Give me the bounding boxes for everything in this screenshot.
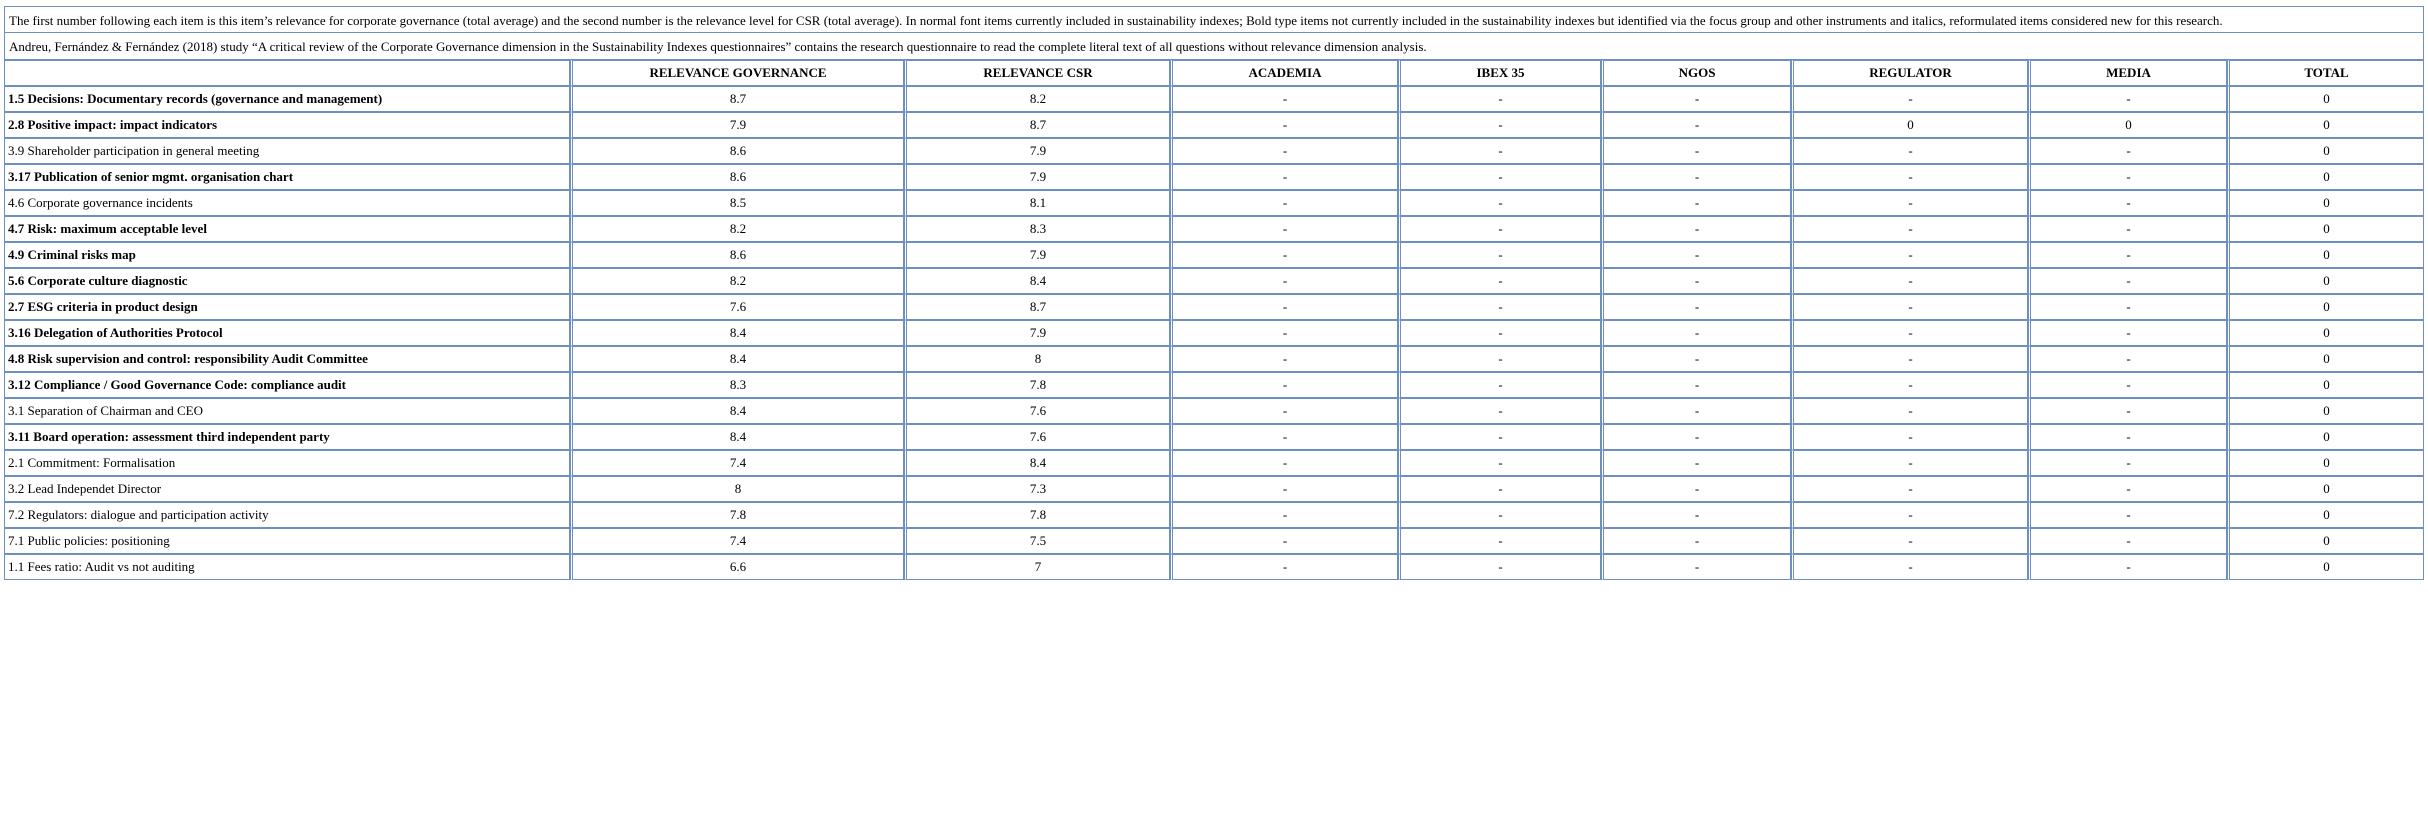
cell-relevance-governance: 8.4 — [570, 424, 904, 450]
cell-relevance-csr: 7.9 — [904, 138, 1170, 164]
table-row — [4, 554, 2424, 580]
cell-media: - — [2028, 242, 2227, 268]
cell-relevance-csr: 7.6 — [904, 398, 1170, 424]
cell-relevance-csr: 7.8 — [904, 502, 1170, 528]
cell-academia: - — [1170, 242, 1398, 268]
table-row — [4, 164, 2424, 190]
cell-ibex35: - — [1398, 502, 1601, 528]
cell-ngos: - — [1601, 86, 1791, 112]
cell-academia: - — [1170, 190, 1398, 216]
cell-item: 2.1 Commitment: Formalisation — [4, 450, 570, 476]
cell-relevance-governance: 8.4 — [570, 320, 904, 346]
cell-regulator: 0 — [1791, 112, 2028, 138]
cell-total: 0 — [2227, 424, 2424, 450]
cell-ibex35: - — [1398, 528, 1601, 554]
cell-relevance-csr: 7.8 — [904, 372, 1170, 398]
cell-ngos: - — [1601, 450, 1791, 476]
header-ibex35: IBEX 35 — [1398, 60, 1601, 86]
cell-ngos: - — [1601, 398, 1791, 424]
cell-relevance-governance: 8.4 — [570, 398, 904, 424]
cell-academia: - — [1170, 294, 1398, 320]
cell-ngos: - — [1601, 138, 1791, 164]
cell-media: - — [2028, 138, 2227, 164]
cell-regulator: - — [1791, 424, 2028, 450]
cell-ngos: - — [1601, 502, 1791, 528]
cell-ibex35: - — [1398, 554, 1601, 580]
header-relevance-governance: RELEVANCE GOVERNANCE — [570, 60, 904, 86]
cell-regulator: - — [1791, 372, 2028, 398]
table-row — [4, 424, 2424, 450]
cell-total: 0 — [2227, 372, 2424, 398]
cell-total: 0 — [2227, 502, 2424, 528]
cell-relevance-csr: 8.7 — [904, 294, 1170, 320]
cell-relevance-governance: 8.2 — [570, 268, 904, 294]
cell-media: - — [2028, 554, 2227, 580]
cell-ibex35: - — [1398, 320, 1601, 346]
table-row — [4, 528, 2424, 554]
cell-ngos: - — [1601, 320, 1791, 346]
cell-media: - — [2028, 164, 2227, 190]
cell-relevance-governance: 8.6 — [570, 242, 904, 268]
cell-media: - — [2028, 372, 2227, 398]
cell-ngos: - — [1601, 528, 1791, 554]
header-relevance-csr: RELEVANCE CSR — [904, 60, 1170, 86]
header-item — [4, 60, 570, 86]
cell-media: - — [2028, 294, 2227, 320]
cell-relevance-governance: 8.6 — [570, 138, 904, 164]
cell-regulator: - — [1791, 320, 2028, 346]
table-row — [4, 190, 2424, 216]
cell-academia: - — [1170, 112, 1398, 138]
cell-ibex35: - — [1398, 476, 1601, 502]
cell-ibex35: - — [1398, 372, 1601, 398]
cell-media: - — [2028, 268, 2227, 294]
cell-ngos: - — [1601, 554, 1791, 580]
cell-total: 0 — [2227, 450, 2424, 476]
cell-relevance-governance: 7.9 — [570, 112, 904, 138]
cell-item: 2.8 Positive impact: impact indicators — [4, 112, 570, 138]
cell-academia: - — [1170, 216, 1398, 242]
cell-relevance-csr: 7.6 — [904, 424, 1170, 450]
cell-academia: - — [1170, 554, 1398, 580]
cell-relevance-governance: 8.2 — [570, 216, 904, 242]
cell-regulator: - — [1791, 502, 2028, 528]
cell-relevance-csr: 7.9 — [904, 164, 1170, 190]
cell-media: - — [2028, 528, 2227, 554]
relevance-table — [4, 60, 2424, 580]
cell-item: 3.17 Publication of senior mgmt. organisation chart — [4, 164, 570, 190]
cell-ngos: - — [1601, 346, 1791, 372]
cell-ngos: - — [1601, 190, 1791, 216]
cell-media: - — [2028, 190, 2227, 216]
cell-relevance-csr: 8.4 — [904, 450, 1170, 476]
cell-relevance-governance: 8.3 — [570, 372, 904, 398]
table-row — [4, 294, 2424, 320]
cell-relevance-governance: 7.4 — [570, 450, 904, 476]
cell-regulator: - — [1791, 554, 2028, 580]
cell-academia: - — [1170, 476, 1398, 502]
cell-total: 0 — [2227, 268, 2424, 294]
cell-regulator: - — [1791, 450, 2028, 476]
cell-relevance-csr: 7.9 — [904, 242, 1170, 268]
cell-item: 7.2 Regulators: dialogue and participation activity — [4, 502, 570, 528]
table-row — [4, 346, 2424, 372]
cell-regulator: - — [1791, 346, 2028, 372]
cell-item: 3.2 Lead Independet Director — [4, 476, 570, 502]
cell-relevance-csr: 8.7 — [904, 112, 1170, 138]
cell-relevance-governance: 7.8 — [570, 502, 904, 528]
cell-total: 0 — [2227, 242, 2424, 268]
cell-academia: - — [1170, 268, 1398, 294]
cell-academia: - — [1170, 372, 1398, 398]
cell-ngos: - — [1601, 476, 1791, 502]
cell-item: 4.6 Corporate governance incidents — [4, 190, 570, 216]
header-total: TOTAL — [2227, 60, 2424, 86]
cell-item: 1.1 Fees ratio: Audit vs not auditing — [4, 554, 570, 580]
cell-media: - — [2028, 398, 2227, 424]
header-ngos: NGOS — [1601, 60, 1791, 86]
cell-item: 4.7 Risk: maximum acceptable level — [4, 216, 570, 242]
cell-ngos: - — [1601, 372, 1791, 398]
cell-total: 0 — [2227, 138, 2424, 164]
cell-relevance-csr: 8.1 — [904, 190, 1170, 216]
cell-media: - — [2028, 424, 2227, 450]
table-row — [4, 268, 2424, 294]
cell-ibex35: - — [1398, 450, 1601, 476]
cell-total: 0 — [2227, 86, 2424, 112]
cell-academia: - — [1170, 320, 1398, 346]
cell-ngos: - — [1601, 216, 1791, 242]
cell-item: 3.9 Shareholder participation in general meeting — [4, 138, 570, 164]
cell-regulator: - — [1791, 86, 2028, 112]
cell-ibex35: - — [1398, 86, 1601, 112]
cell-relevance-csr: 7.3 — [904, 476, 1170, 502]
cell-ibex35: - — [1398, 164, 1601, 190]
cell-academia: - — [1170, 528, 1398, 554]
cell-media: - — [2028, 320, 2227, 346]
cell-item: 4.9 Criminal risks map — [4, 242, 570, 268]
cell-ibex35: - — [1398, 138, 1601, 164]
cell-total: 0 — [2227, 528, 2424, 554]
cell-academia: - — [1170, 398, 1398, 424]
cell-ibex35: - — [1398, 424, 1601, 450]
cell-item: 3.1 Separation of Chairman and CEO — [4, 398, 570, 424]
cell-media: - — [2028, 502, 2227, 528]
cell-item: 4.8 Risk supervision and control: responsibility Audit Committee — [4, 346, 570, 372]
cell-relevance-csr: 8.2 — [904, 86, 1170, 112]
cell-relevance-governance: 7.6 — [570, 294, 904, 320]
cell-ibex35: - — [1398, 346, 1601, 372]
table-row — [4, 372, 2424, 398]
cell-ngos: - — [1601, 268, 1791, 294]
cell-academia: - — [1170, 502, 1398, 528]
table-row — [4, 398, 2424, 424]
cell-relevance-governance: 8.6 — [570, 164, 904, 190]
cell-relevance-csr: 7.5 — [904, 528, 1170, 554]
cell-item: 3.11 Board operation: assessment third independent party — [4, 424, 570, 450]
cell-regulator: - — [1791, 476, 2028, 502]
cell-total: 0 — [2227, 164, 2424, 190]
cell-media: - — [2028, 346, 2227, 372]
cell-relevance-csr: 8.4 — [904, 268, 1170, 294]
cell-relevance-governance: 8 — [570, 476, 904, 502]
cell-item: 5.6 Corporate culture diagnostic — [4, 268, 570, 294]
cell-total: 0 — [2227, 320, 2424, 346]
cell-ngos: - — [1601, 112, 1791, 138]
table-row — [4, 502, 2424, 528]
cell-academia: - — [1170, 346, 1398, 372]
cell-academia: - — [1170, 424, 1398, 450]
cell-relevance-csr: 8.3 — [904, 216, 1170, 242]
cell-media: - — [2028, 86, 2227, 112]
explanatory-note: The first number following each item is this item’s relevance for corporate governance (total average) and the second number is the relevance level for CSR (total average). In normal font items currently included in sustainability indexes; Bold type items not currently included in the sustainability indexes but identified via the focus group and other instruments and italics, reformulated items considered new for this research. — [4, 6, 2424, 33]
cell-relevance-governance: 8.5 — [570, 190, 904, 216]
cell-ibex35: - — [1398, 216, 1601, 242]
cell-item: 3.16 Delegation of Authorities Protocol — [4, 320, 570, 346]
cell-item: 7.1 Public policies: positioning — [4, 528, 570, 554]
cell-ibex35: - — [1398, 112, 1601, 138]
cell-media: 0 — [2028, 112, 2227, 138]
cell-media: - — [2028, 476, 2227, 502]
source-note: Andreu, Fernández & Fernández (2018) study “A critical review of the Corporate Governance dimension in the Sustainability Indexes questionnaires” contains the research questionnaire to read the complete literal text of all questions without relevance dimension analysis. — [4, 33, 2424, 60]
cell-relevance-csr: 7 — [904, 554, 1170, 580]
cell-ibex35: - — [1398, 398, 1601, 424]
cell-ngos: - — [1601, 242, 1791, 268]
header-row — [4, 60, 2424, 86]
cell-relevance-governance: 7.4 — [570, 528, 904, 554]
cell-regulator: - — [1791, 398, 2028, 424]
header-academia: ACADEMIA — [1170, 60, 1398, 86]
cell-item: 1.5 Decisions: Documentary records (governance and management) — [4, 86, 570, 112]
cell-total: 0 — [2227, 294, 2424, 320]
cell-relevance-governance: 6.6 — [570, 554, 904, 580]
table-row — [4, 112, 2424, 138]
cell-ibex35: - — [1398, 242, 1601, 268]
cell-academia: - — [1170, 138, 1398, 164]
cell-academia: - — [1170, 86, 1398, 112]
table-row — [4, 216, 2424, 242]
cell-item: 2.7 ESG criteria in product design — [4, 294, 570, 320]
cell-regulator: - — [1791, 216, 2028, 242]
cell-relevance-governance: 8.7 — [570, 86, 904, 112]
table-row — [4, 242, 2424, 268]
cell-regulator: - — [1791, 294, 2028, 320]
cell-total: 0 — [2227, 216, 2424, 242]
cell-ibex35: - — [1398, 294, 1601, 320]
table-row — [4, 138, 2424, 164]
table-row — [4, 320, 2424, 346]
cell-regulator: - — [1791, 164, 2028, 190]
header-media: MEDIA — [2028, 60, 2227, 86]
cell-regulator: - — [1791, 138, 2028, 164]
table-row — [4, 476, 2424, 502]
cell-total: 0 — [2227, 346, 2424, 372]
cell-item: 3.12 Compliance / Good Governance Code: compliance audit — [4, 372, 570, 398]
cell-regulator: - — [1791, 528, 2028, 554]
document — [4, 6, 2424, 580]
cell-total: 0 — [2227, 190, 2424, 216]
cell-media: - — [2028, 450, 2227, 476]
cell-ibex35: - — [1398, 268, 1601, 294]
cell-ngos: - — [1601, 424, 1791, 450]
table-row — [4, 86, 2424, 112]
cell-relevance-csr: 7.9 — [904, 320, 1170, 346]
cell-academia: - — [1170, 450, 1398, 476]
header-regulator: REGULATOR — [1791, 60, 2028, 86]
cell-total: 0 — [2227, 398, 2424, 424]
cell-media: - — [2028, 216, 2227, 242]
cell-relevance-csr: 8 — [904, 346, 1170, 372]
cell-total: 0 — [2227, 112, 2424, 138]
cell-regulator: - — [1791, 268, 2028, 294]
cell-regulator: - — [1791, 190, 2028, 216]
cell-total: 0 — [2227, 476, 2424, 502]
cell-relevance-governance: 8.4 — [570, 346, 904, 372]
cell-ngos: - — [1601, 294, 1791, 320]
cell-regulator: - — [1791, 242, 2028, 268]
cell-ibex35: - — [1398, 190, 1601, 216]
table-row — [4, 450, 2424, 476]
cell-ngos: - — [1601, 164, 1791, 190]
table-body — [4, 86, 2424, 580]
cell-total: 0 — [2227, 554, 2424, 580]
cell-academia: - — [1170, 164, 1398, 190]
